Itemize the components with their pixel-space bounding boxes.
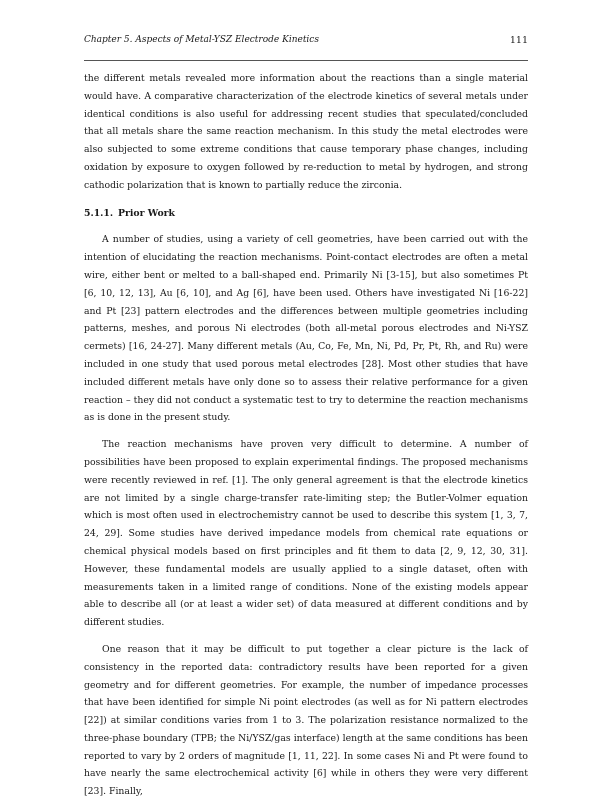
body-text [84,70,528,801]
chapter-title: Chapter 5. Aspects of Metal-YSZ Electrode Kinetics [84,35,319,45]
running-header [84,35,528,49]
header-rule [84,60,528,61]
page-number: 111 [509,35,528,46]
paragraph-4: One reason that it may be difficult to put together a clear picture is the lack of consistency in the reported data: contradictory results have been reported for a given geometry and for different geometries. For example, the number of impedance processes that have been identified for simple Ni point electrodes (as well as for Ni pattern electrodes [22]) at similar conditions varies from 1 to 3. The polarization resistance normalized to the three-phase boundary (TPB; the Ni/YSZ/gas interface) length at the same conditions has been reported to vary by 2 orders of magnitude [1, 11, 22]. In some cases Ni and Pt were found to have nearly the same electrochemical activity [6] while in others they were very different [23]. Finally, [84,643,528,798]
section-title: Prior Work [118,207,175,219]
paragraph-1: the different metals revealed more information about the reactions than a single material would have. A comparative characterization of the electrode kinetics of several metals under identical conditions is also useful for addressing recent studies that speculated/concluded that all metals share the same reaction mechanism. In this study the metal electrodes were also subjected to some extreme conditions that cause temporary phase changes, including oxidation by exposure to oxygen followed by re-reduction to metal by hydrogen, and strong cathodic polarization that is known to partially reduce the zirconia. [84,73,528,191]
section-heading [84,205,528,223]
paragraph-2: A number of studies, using a variety of cell geometries, have been carried out with the intention of elucidating the reaction mechanisms. Point-contact electrodes are often a metal wire, either bent or melted to a ball-shaped end. Primarily Ni [3-15], but also sometimes Pt [6, 10, 12, 13], Au [6, 10], and Ag [6], have been used. Others have investigated Ni [16-22] and Pt [23] pattern electrodes and the differences between multiple geometries including patterns, meshes, and porous Ni electrodes (both all-metal porous electrodes and Ni-YSZ cermets) [16, 24-27]. Many different metals (Au, Co, Fe, Mn, Ni, Pd, Pr, Pt, Rh, and Ru) were included in one study that used porous metal electrodes [28]. Most other studies that have included different metals have only done so to assess their relative performance for a given reaction – they did not conduct a systematic test to try to determine the reaction mechanisms as is done in the present study. [84,234,528,424]
paragraph-3: The reaction mechanisms have proven very difficult to determine. A number of possibilities have been proposed to explain experimental findings. The proposed mechanisms were recently reviewed in ref. [1]. The only general agreement is that the electrode kinetics are not limited by a single charge-transfer rate-limiting step; the Butler-Volmer equation which is most often used in electrochemistry cannot be used to describe this system [1, 3, 7, 24, 29]. Some studies have derived impedance models from chemical rate equations or chemical physical models based on first principles and fit them to data [2, 9, 12, 30, 31]. However, these fundamental models are usually applied to a single dataset, often with measurements taken in a limited range of conditions. None of the existing models appear able to describe all (or at least a wider set) of data measured at different conditions and by different studies. [84,439,528,629]
section-number: 5.1.1. [84,207,114,219]
